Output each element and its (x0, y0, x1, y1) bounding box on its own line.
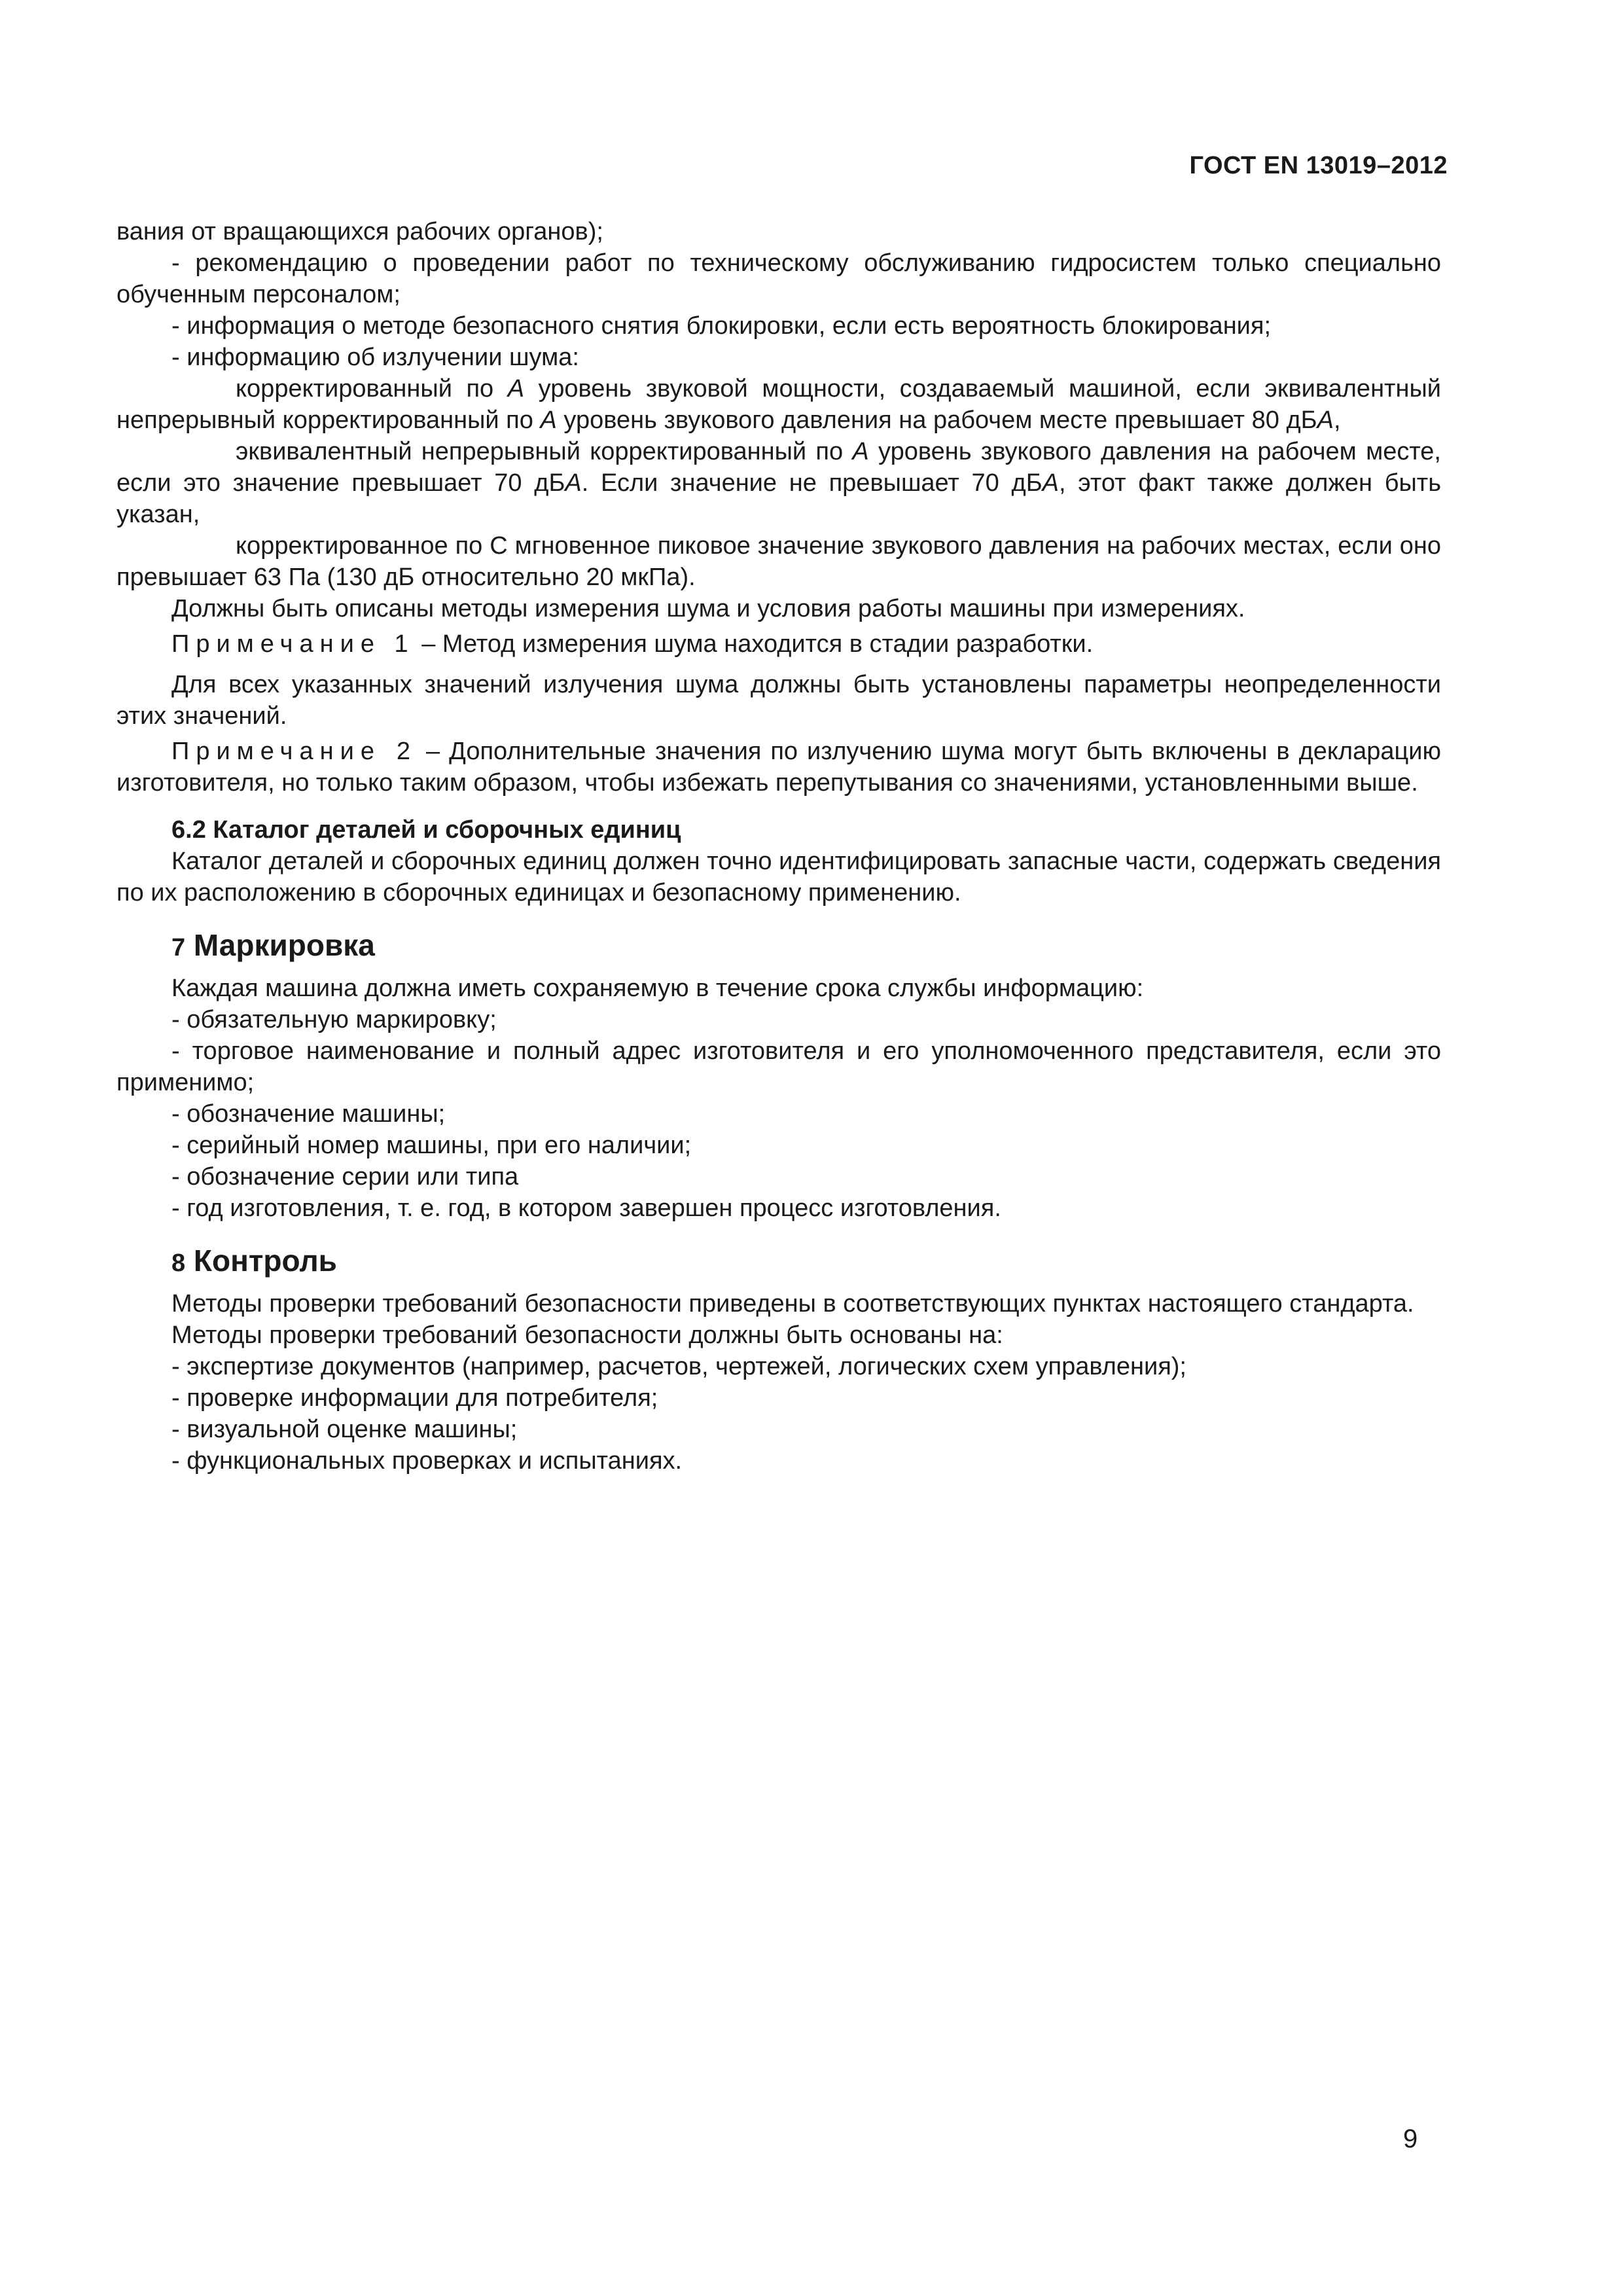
note-label: Примечание 2 (171, 738, 418, 765)
list-item: - проверке информации для потребителя; (171, 1384, 658, 1412)
section-title-text: Контроль (193, 1244, 337, 1278)
note-2 (116, 736, 1441, 798)
document-body (116, 216, 1441, 1477)
list-item: - функциональных проверках и испытаниях. (171, 1447, 683, 1475)
section-number: 7 (171, 934, 186, 961)
paragraph: Методы проверки требований безопасности приведены в соответствующих пунктах настоящего стандарта. (171, 1290, 1414, 1318)
page-number: 9 (1403, 2125, 1418, 2153)
list-item: - обязательную маркировку; (171, 1006, 497, 1033)
section-6-2-title: 6.2 Каталог деталей и сборочных единиц (171, 816, 681, 844)
list-item: - экспертизе документов (например, расчетов, чертежей, логических схем управления); (171, 1353, 1186, 1380)
section-title-text: Маркировка (193, 928, 375, 962)
section-8-title (116, 1241, 1441, 1283)
list-item: - год изготовления, т. е. год, в котором завершен процесс изготовления. (171, 1194, 1001, 1222)
paragraph: Должны быть описаны методы измерения шума и условия работы машины при измерениях. (171, 595, 1245, 622)
paragraph: вания от вращающихся рабочих органов); (116, 218, 603, 245)
note-text: – Метод измерения шума находится в стадии разработки. (414, 630, 1094, 658)
noise-item-peak-pressure: корректированное по C мгновенное пиковое значение звукового давления на рабочих местах, если оно превышает 63 Па (130 дБ относительно 20 мкПа). (116, 532, 1441, 591)
list-item: - обозначение серии или типа (171, 1163, 519, 1191)
noise-item-sound-power: корректированный по A уровень звуковой мощности, создаваемый машиной, если эквивалентный непрерывный корректированный по A уровень звукового давления на рабочем месте превышает 80 дБA, (116, 375, 1441, 434)
note-text: – Дополнительные значения по излучению шума могут быть включены в декларацию изготовителя, но только таким образом, чтобы избежать перепутывания со значениями, установленными выше. (116, 738, 1441, 797)
list-item: - серийный номер машины, при его наличии; (171, 1132, 692, 1159)
list-item: - визуальной оценке машины; (171, 1416, 518, 1443)
section-number: 8 (171, 1249, 186, 1277)
noise-item-sound-pressure: эквивалентный непрерывный корректированный по A уровень звукового давления на рабочем месте, если это значение превышает 70 дБA. Если значение не превышает 70 дБA, этот факт также должен быть указан, (116, 438, 1441, 528)
list-item: - информацию об излучении шума: (171, 344, 579, 371)
list-item: - обозначение машины; (171, 1100, 446, 1128)
paragraph: Каждая машина должна иметь сохраняемую в течение срока службы информацию: (171, 975, 1144, 1002)
paragraph: Для всех указанных значений излучения шума должны быть установлены параметры неопределенности этих значений. (116, 671, 1441, 730)
note-1 (116, 628, 1441, 660)
list-item: - информация о методе безопасного снятия блокировки, если есть вероятность блокирования; (171, 312, 1272, 340)
list-item: - торговое наименование и полный адрес изготовителя и его уполномоченного представителя, если это применимо; (116, 1037, 1441, 1096)
section-7-title (116, 925, 1441, 967)
paragraph: Каталог деталей и сборочных единиц должен точно идентифицировать запасные части, содержать сведения по их расположению в сборочных единицах и безопасному применению. (116, 848, 1441, 906)
document-header-id: ГОСТ EN 13019–2012 (1189, 152, 1448, 179)
note-label: Примечание 1 (171, 630, 415, 658)
list-item: - рекомендацию о проведении работ по техническому обслуживанию гидросистем только специально обученным персоналом; (116, 249, 1441, 308)
paragraph: Методы проверки требований безопасности должны быть основаны на: (171, 1321, 1003, 1349)
